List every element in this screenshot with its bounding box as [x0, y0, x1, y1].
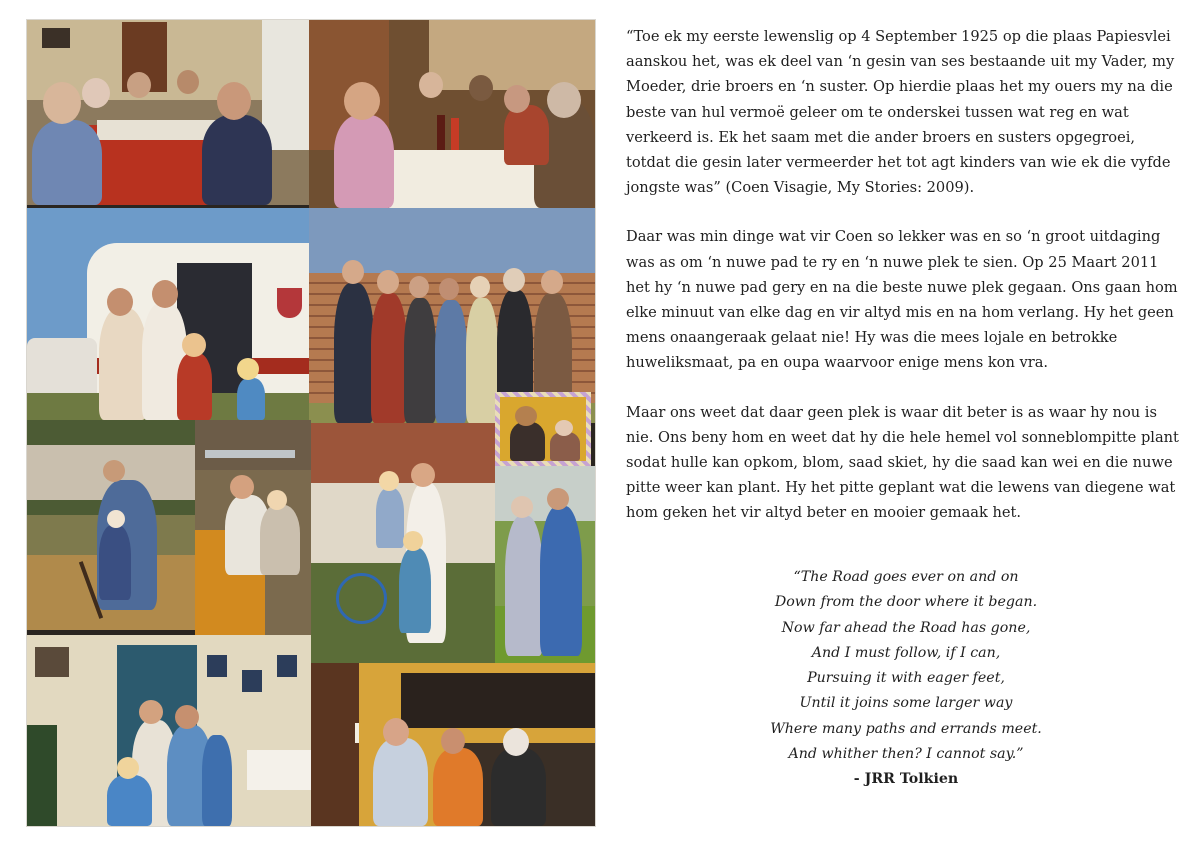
- poem-line: And whither then? I cannot say.”: [788, 746, 1024, 763]
- photo-caravan: [27, 208, 309, 420]
- tolkien-poem: [626, 565, 1186, 793]
- photo-living-room: [27, 635, 311, 826]
- poem-line: Until it joins some larger way: [799, 695, 1013, 712]
- paragraph-road: Daar was min dinge wat vir Coen so lekker was en so ‘n groot uitdaging was as om ‘n nuwe pad te ry en ‘n nuwe plek te sien. Op 25 Maart 2011 het hy ‘n nuwe pad gery en na die beste nuwe plek gegaan. Ons gaan hom elke minuut van elke dag en vir altyd mis en na hom verlang. Hy het geen mens onaangeraak gelaat nie! Hy was die mees lojale en betrokke huweliksmaat, pa en oupa waarvoor enige mens kon vra.: [626, 228, 1178, 372]
- poem-line: Where many paths and errands meet.: [770, 720, 1042, 737]
- photo-house-children: [311, 423, 495, 663]
- poem-author: - JRR Tolkien: [853, 771, 959, 788]
- poem-line: Down from the door where it began.: [774, 594, 1038, 611]
- photo-dinner-wine: [309, 20, 595, 208]
- poem-line: Now far ahead the Road has gone,: [781, 619, 1031, 636]
- photo-collage: [26, 19, 596, 827]
- photo-couple-garden: [495, 466, 595, 663]
- memorial-text: [626, 24, 1182, 550]
- paragraph-quote: “Toe ek my eerste lewenslig op 4 September 1925 op die plaas Papiesvlei aanskou het, was ek deel van ‘n gesin van ses bestaande uit my Vader, my Moeder, drie broers en ‘n suster. Op hierdie plaas het my ouers my na die beste van hul vermoë geleer om te onderskei tussen wat reg en wat verkeerd is. Ek het saam met die ander broers en susters opgegroei, totdat die gesin later vermeerder het tot agt kinders van wie ek die vyfde jongste was” (Coen Visagie, My Stories: 2009).: [626, 28, 1175, 197]
- paragraph-heaven: Maar ons weet dat daar geen plek is waar dit beter is as waar hy nou is nie. Ons beny hom en weet dat hy die hele hemel vol sonneblompitte plant sodat hulle kan opkom, blom, saad skiet, hy die saad kan wei en die nuwe pitte weer kan plant. Hy het pitte geplant wat die lewens van diegene wat hom geken het vir altyd beter en mooier gemaak het.: [626, 403, 1179, 522]
- poem-line: Pursuing it with eager feet,: [807, 670, 1005, 687]
- photo-garden-digging: [27, 420, 195, 630]
- poem-line: And I must follow, if I can,: [811, 644, 1001, 661]
- poem-line: “The Road goes ever on and on: [793, 569, 1019, 585]
- photo-brick-wall-group: [309, 208, 595, 423]
- photo-kitchen-grandkids: [195, 420, 311, 635]
- photo-yellow-kitchen: [311, 663, 595, 826]
- photo-dinner-table: [27, 20, 309, 205]
- photo-small-yellow: [495, 392, 591, 466]
